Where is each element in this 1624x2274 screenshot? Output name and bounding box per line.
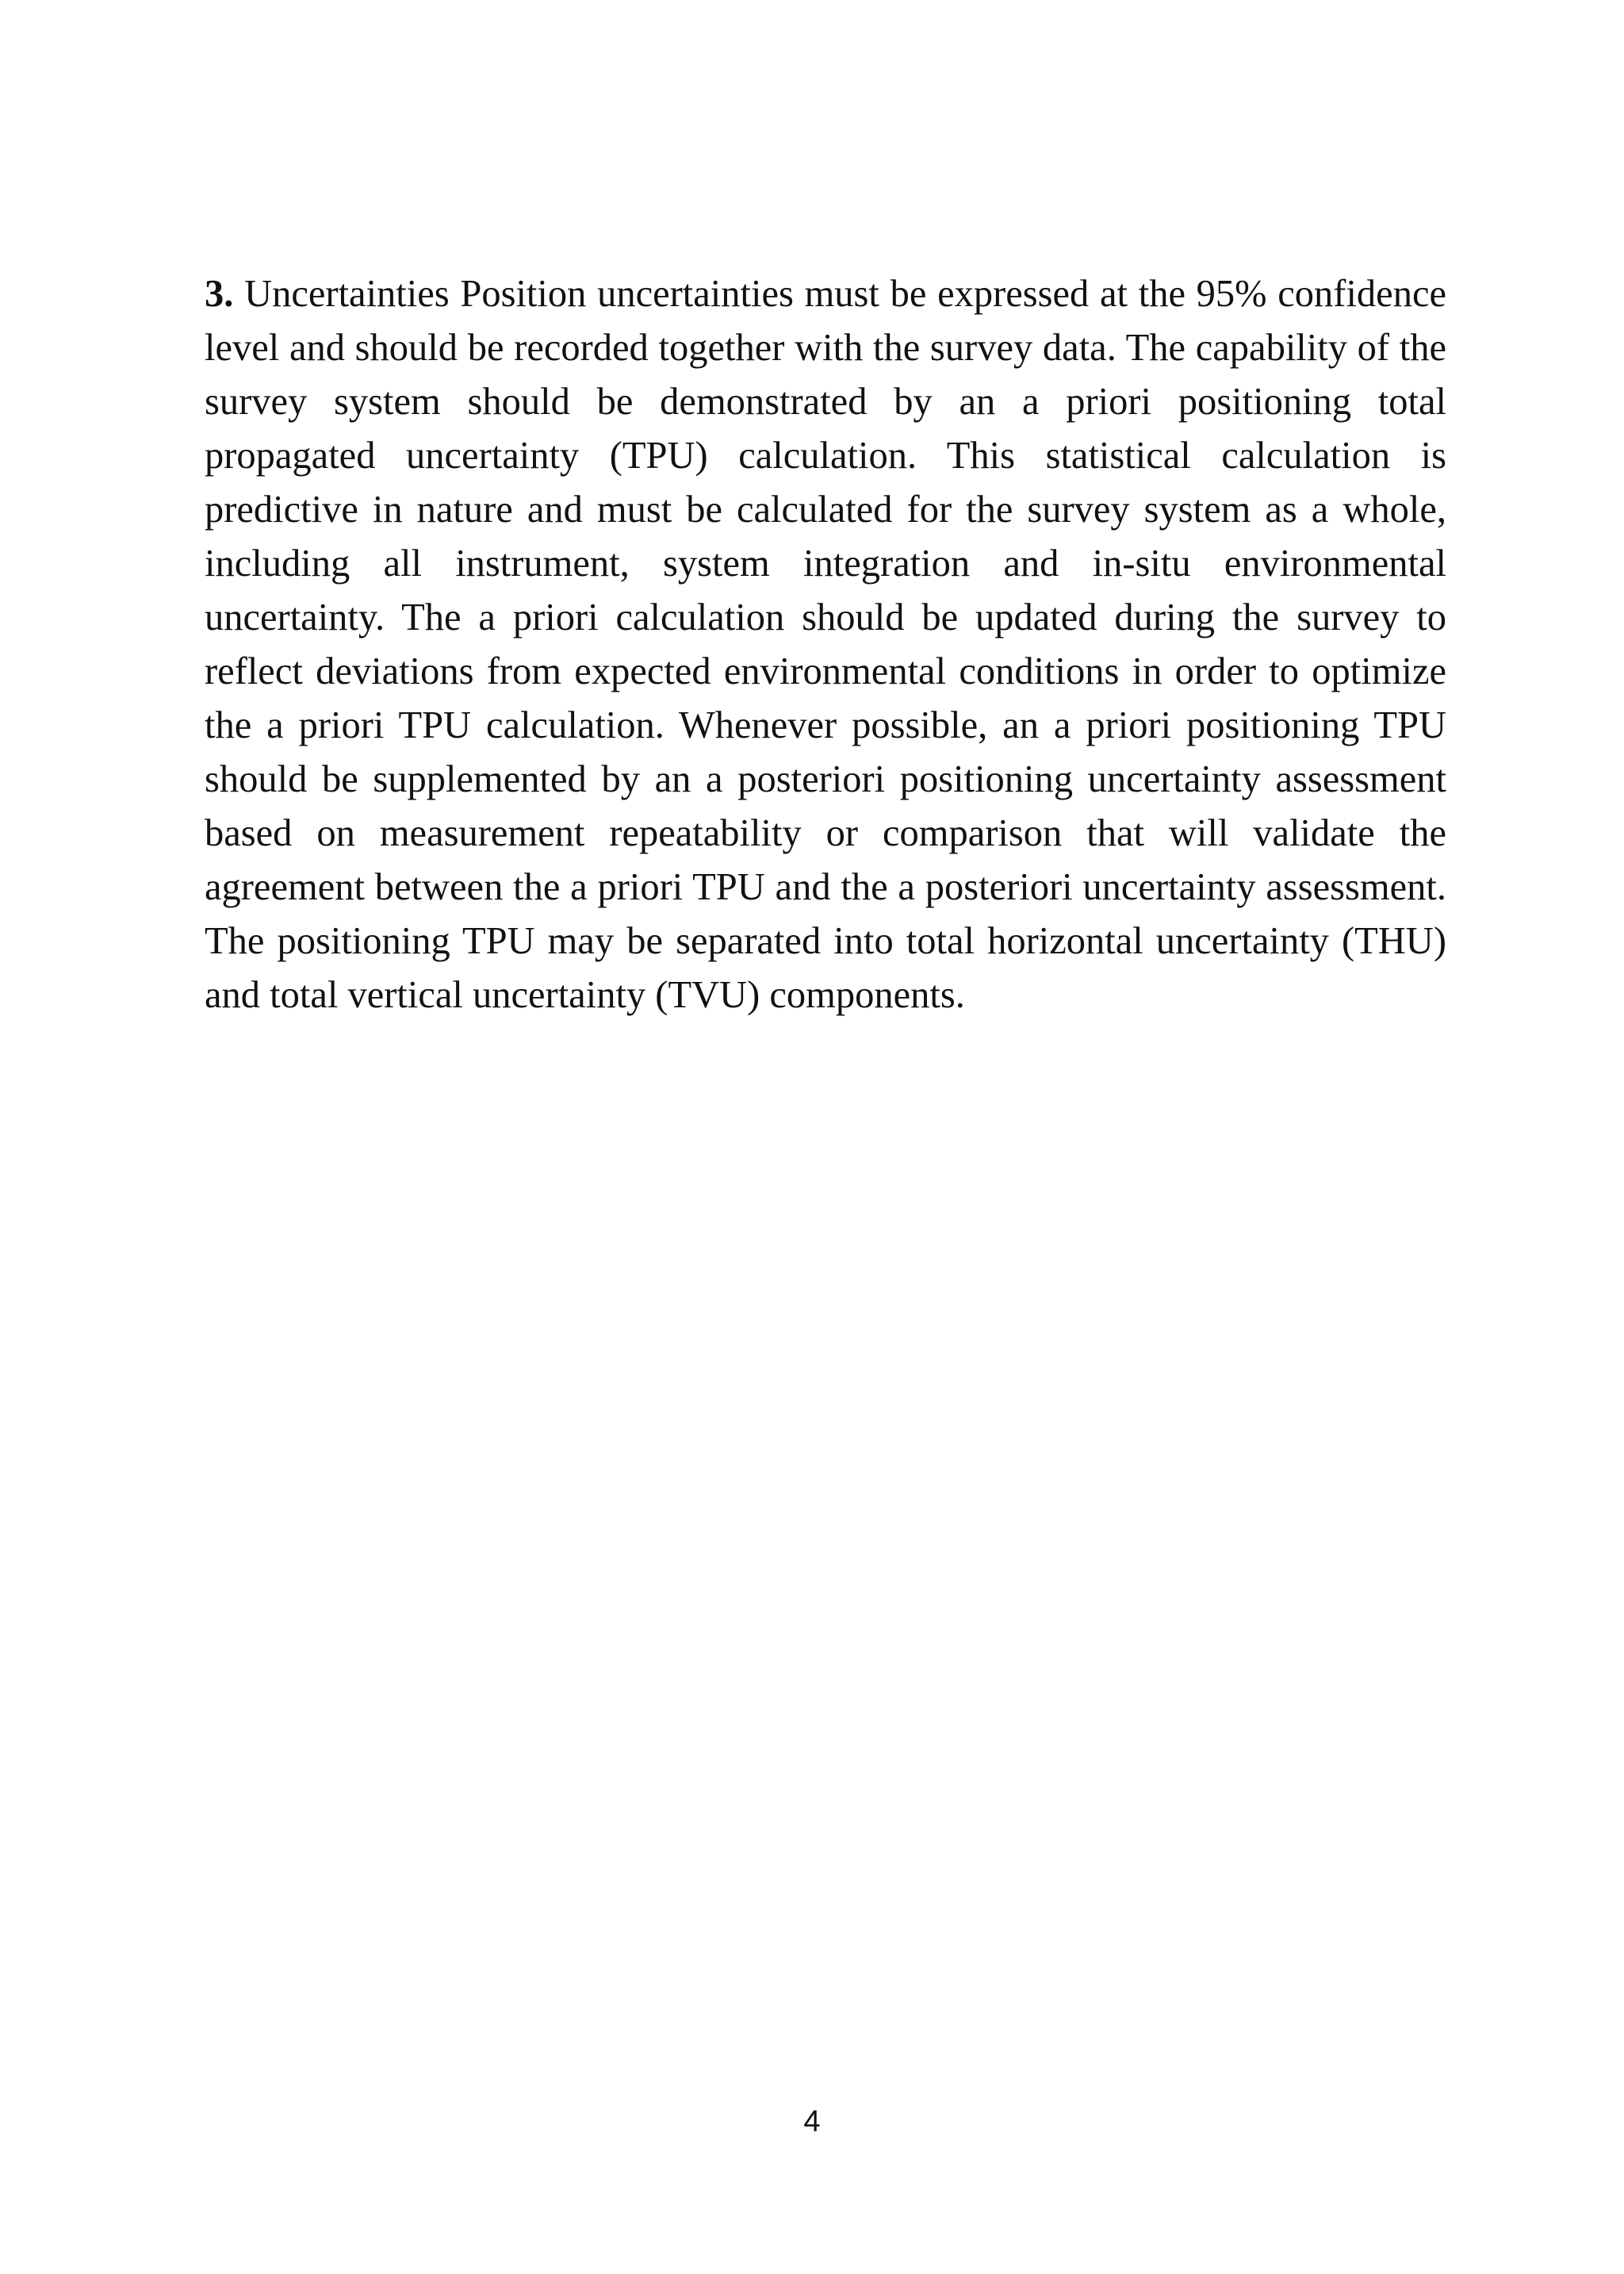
section-number: 3. [205,273,234,315]
uncertainties-section [205,267,1446,1022]
paragraph-text: Uncertainties Position uncertainties must be expressed at the 95% confidence level and should be recorded together with the survey data. The capability of the survey system should be demonstrated by an a priori positioning total propagated uncertainty (TPU) calculation. This statistical calculation is predictive in nature and must be calculated for the survey system as a whole, including all instrument, system integration and in-situ environmental uncertainty. The a priori calculation should be updated during the survey to reflect deviations from expected environmental conditions in order to optimize the a priori TPU calculation. Whenever possible, an a priori positioning TPU should be supplemented by an a posteriori positioning uncertainty assessment based on measurement repeatability or comparison that will validate the agreement between the a priori TPU and the a posteriori uncertainty assessment. The positioning TPU may be separated into total horizontal uncertainty (THU) and total vertical uncertainty (TVU) components. [205,273,1447,1016]
page-number: 4 [803,2105,821,2138]
section-paragraph [205,267,1446,1022]
